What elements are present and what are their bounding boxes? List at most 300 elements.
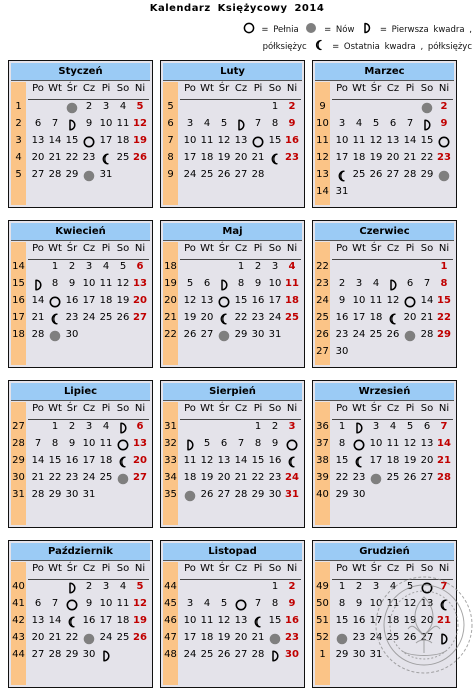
moon-phase-day [249, 614, 267, 628]
week-number: 25 [316, 312, 329, 323]
weekday-header: Pi [253, 563, 263, 574]
date: 21 [403, 152, 417, 163]
date: 18 [183, 472, 197, 483]
date: 5 [220, 598, 228, 609]
date: 31 [268, 329, 282, 340]
weekday-header: Pi [405, 403, 415, 414]
date: 13 [234, 615, 248, 626]
new-moon-icon [266, 632, 284, 646]
sunday-date: 23 [285, 632, 299, 643]
date: 25 [386, 632, 400, 643]
date: 24 [268, 312, 282, 323]
date: 3 [271, 261, 279, 272]
new-moon-icon [63, 101, 81, 115]
date: 17 [369, 615, 383, 626]
date: 4 [119, 101, 127, 112]
moon-phase-day [63, 597, 81, 611]
date: 15 [268, 615, 282, 626]
date: 4 [203, 118, 211, 129]
date: 8 [51, 278, 59, 289]
weekday-header: Śr [218, 563, 230, 574]
date: 1 [51, 421, 59, 432]
weekday-header: Wt [352, 403, 366, 414]
week-number: 19 [164, 278, 177, 289]
header-divider [180, 259, 301, 260]
date: 11 [116, 118, 130, 129]
weekday-header: Cz [386, 403, 400, 414]
date: 10 [335, 135, 349, 146]
weekday-header: Po [32, 403, 44, 414]
date: 12 [217, 615, 231, 626]
moon-phase-day [97, 151, 115, 165]
date: 27 [420, 632, 434, 643]
sunday-date: 14 [437, 438, 451, 449]
sunday-date: 3 [288, 421, 296, 432]
full-moon-icon [46, 295, 64, 309]
date: 13 [200, 295, 214, 306]
date: 6 [203, 278, 211, 289]
week-number: 17 [12, 312, 25, 323]
weekday-header: Ni [134, 243, 146, 254]
date: 27 [420, 472, 434, 483]
date: 26 [369, 169, 383, 180]
date: 11 [183, 455, 197, 466]
week-number: 5 [15, 169, 22, 180]
week-number: 7 [167, 135, 174, 146]
full-moon-icon [435, 135, 453, 149]
weekday-header: Śr [370, 563, 382, 574]
weekday-header: So [268, 563, 282, 574]
week-number: 2 [15, 118, 22, 129]
weekday-header: Wt [200, 243, 214, 254]
date: 14 [234, 455, 248, 466]
week-number: 32 [164, 438, 177, 449]
moon-phase-day [114, 437, 132, 451]
weekday-header: Ni [286, 243, 298, 254]
date: 8 [338, 598, 346, 609]
moon-phase-day [418, 100, 436, 114]
moon-phase-day [114, 420, 132, 434]
date: 5 [372, 118, 380, 129]
date: 11 [369, 295, 383, 306]
date: 12 [369, 135, 383, 146]
date: 10 [82, 278, 96, 289]
date: 29 [335, 649, 349, 660]
publisher-seal-watermark [372, 573, 474, 677]
date: 25 [200, 649, 214, 660]
moon-phase-day [181, 437, 199, 451]
weekday-header: Wt [200, 563, 214, 574]
date: 8 [338, 438, 346, 449]
sunday-date: 30 [285, 649, 299, 660]
month-name: Marzec [315, 63, 454, 81]
date: 20 [200, 312, 214, 323]
date: 19 [116, 295, 130, 306]
week-number: 11 [316, 135, 329, 146]
moon-phase-day [384, 311, 402, 325]
date: 1 [271, 101, 279, 112]
first-quarter-icon [215, 278, 233, 292]
last-quarter-icon [350, 455, 368, 469]
week-number: 51 [316, 615, 329, 626]
date: 19 [217, 632, 231, 643]
date: 25 [99, 312, 113, 323]
date: 26 [200, 489, 214, 500]
date: 27 [217, 489, 231, 500]
date: 19 [217, 152, 231, 163]
full-moon-icon [80, 135, 98, 149]
week-number: 30 [12, 472, 25, 483]
date: 3 [85, 261, 93, 272]
month-name: Lipiec [11, 383, 150, 401]
date: 7 [34, 438, 42, 449]
week-number: 16 [12, 295, 25, 306]
week-number: 47 [164, 632, 177, 643]
sunday-date: 21 [437, 455, 451, 466]
date: 8 [51, 438, 59, 449]
weekday-header: Ni [438, 243, 450, 254]
sunday-date: 26 [133, 152, 147, 163]
last-quarter-icon [114, 455, 132, 469]
month-name: Czerwiec [315, 223, 454, 241]
weekday-header: Ni [438, 403, 450, 414]
month-panel [160, 60, 305, 208]
month-panel [312, 380, 457, 528]
moon-phase-day [350, 454, 368, 468]
weekday-header: Ni [286, 563, 298, 574]
date: 1 [237, 261, 245, 272]
date: 24 [369, 632, 383, 643]
header-divider [180, 579, 301, 580]
date: 26 [217, 649, 231, 660]
date: 13 [217, 455, 231, 466]
moon-phase-day [384, 277, 402, 291]
moon-phase-day [46, 294, 64, 308]
date: 5 [186, 278, 194, 289]
moon-phase-day [283, 454, 301, 468]
date: 15 [335, 615, 349, 626]
date: 18 [200, 632, 214, 643]
first-quarter-icon [181, 438, 199, 452]
weekday-header: Cz [234, 243, 248, 254]
last-quarter-icon [283, 455, 301, 469]
week-number: 22 [164, 329, 177, 340]
sunday-date: 2 [288, 581, 296, 592]
weekday-header: Ni [286, 403, 298, 414]
date: 5 [203, 438, 211, 449]
date: 6 [34, 598, 42, 609]
sunday-date: 13 [133, 438, 147, 449]
date: 12 [200, 455, 214, 466]
sunday-date: 20 [133, 455, 147, 466]
date: 30 [65, 489, 79, 500]
legend-full-label: = Pełnia [261, 25, 299, 35]
sunday-date: 25 [285, 312, 299, 323]
sunday-date: 19 [133, 615, 147, 626]
date: 29 [65, 649, 79, 660]
header-divider [180, 419, 301, 420]
sunday-date: 23 [437, 152, 451, 163]
date: 14 [420, 295, 434, 306]
date: 10 [352, 295, 366, 306]
weekday-header: Cz [82, 563, 96, 574]
date: 20 [386, 152, 400, 163]
sunday-date: 22 [437, 312, 451, 323]
weekday-header: So [268, 403, 282, 414]
moon-phase-day [215, 311, 233, 325]
week-number: 4 [15, 152, 22, 163]
week-number: 27 [12, 421, 25, 432]
week-number: 37 [316, 438, 329, 449]
date: 1 [338, 581, 346, 592]
month-panel [312, 60, 457, 208]
full-moon-icon [401, 295, 419, 309]
week-number: 10 [316, 118, 329, 129]
moon-phase-day [350, 420, 368, 434]
weekday-header: Pi [101, 243, 111, 254]
weekday-header: Ni [438, 83, 450, 94]
date: 15 [268, 135, 282, 146]
week-number: 40 [316, 489, 329, 500]
date: 28 [420, 329, 434, 340]
date: 25 [386, 472, 400, 483]
month-name: Wrzesień [315, 383, 454, 401]
week-number: 1 [15, 101, 22, 112]
moon-phase-day [401, 328, 419, 342]
weekday-header: Po [184, 243, 196, 254]
week-number: 15 [12, 278, 25, 289]
date: 14 [31, 295, 45, 306]
weekday-header: Po [184, 563, 196, 574]
sunday-date: 28 [437, 472, 451, 483]
date: 26 [116, 312, 130, 323]
moon-phase-day [63, 614, 81, 628]
header-divider [28, 579, 149, 580]
date: 25 [369, 329, 383, 340]
date: 12 [116, 278, 130, 289]
moon-phase-day [114, 471, 132, 485]
month-panel [8, 540, 153, 688]
date: 16 [82, 615, 96, 626]
first-quarter-icon [114, 421, 132, 435]
moon-phase-day [232, 597, 250, 611]
sunday-date: 13 [133, 278, 147, 289]
moon-phase-day [333, 631, 351, 645]
date: 23 [352, 472, 366, 483]
date: 18 [386, 455, 400, 466]
first-quarter-icon [418, 118, 436, 132]
new-moon-icon [367, 472, 385, 486]
date: 27 [200, 329, 214, 340]
week-number: 1 [319, 649, 326, 660]
date: 11 [200, 135, 214, 146]
date: 26 [403, 632, 417, 643]
date: 3 [102, 101, 110, 112]
date: 10 [99, 598, 113, 609]
date: 21 [48, 632, 62, 643]
last-quarter-icon [215, 312, 233, 326]
date: 23 [65, 472, 79, 483]
month-name: Luty [163, 63, 302, 81]
date: 1 [271, 581, 279, 592]
date: 11 [386, 438, 400, 449]
weekday-header: Śr [370, 403, 382, 414]
weekday-header: Śr [66, 403, 78, 414]
date: 10 [369, 438, 383, 449]
weekday-header: Po [336, 563, 348, 574]
moon-phase-day [266, 648, 284, 662]
weekday-header: So [420, 563, 434, 574]
date: 4 [389, 581, 397, 592]
date: 20 [31, 152, 45, 163]
last-quarter-icon [333, 169, 351, 183]
date: 16 [352, 615, 366, 626]
week-number: 31 [164, 421, 177, 432]
moon-phase-day [266, 631, 284, 645]
week-number: 18 [164, 261, 177, 272]
date: 9 [85, 598, 93, 609]
sunday-date: 9 [288, 118, 296, 129]
week-number: 14 [12, 261, 25, 272]
moon-phase-day [249, 134, 267, 148]
sunday-date: 12 [133, 598, 147, 609]
date: 22 [48, 472, 62, 483]
date: 2 [355, 581, 363, 592]
full-moon-icon [114, 438, 132, 452]
date: 16 [65, 295, 79, 306]
first-quarter-icon [63, 118, 81, 132]
week-number: 45 [164, 598, 177, 609]
date: 19 [369, 152, 383, 163]
date: 29 [48, 489, 62, 500]
weekday-header: Pi [405, 83, 415, 94]
date: 3 [338, 118, 346, 129]
date: 8 [254, 438, 262, 449]
weekday-header: Pi [253, 83, 263, 94]
date: 27 [234, 649, 248, 660]
month-name: Sierpień [163, 383, 302, 401]
legend-first-quarter-label: = Pierwsza kwadra , [379, 25, 472, 35]
weekday-header: Cz [386, 243, 400, 254]
date: 5 [119, 261, 127, 272]
date: 21 [31, 312, 45, 323]
sunday-date: 27 [133, 312, 147, 323]
month-name: Styczeń [11, 63, 150, 81]
week-number: 6 [167, 118, 174, 129]
date: 3 [186, 118, 194, 129]
date: 4 [119, 581, 127, 592]
date: 13 [31, 135, 45, 146]
date: 25 [99, 472, 113, 483]
date: 16 [335, 312, 349, 323]
month-panel [8, 380, 153, 528]
date: 23 [65, 312, 79, 323]
weekday-header: So [116, 243, 130, 254]
weekday-header: Śr [218, 243, 230, 254]
date: 21 [234, 472, 248, 483]
weekday-header: So [116, 403, 130, 414]
weekday-header: So [268, 83, 282, 94]
week-number: 26 [316, 329, 329, 340]
date: 10 [183, 615, 197, 626]
date: 25 [200, 169, 214, 180]
date: 12 [217, 135, 231, 146]
date: 17 [99, 615, 113, 626]
weekday-header: So [420, 243, 434, 254]
weekday-header: Cz [234, 83, 248, 94]
date: 15 [335, 455, 349, 466]
week-number: 14 [316, 186, 329, 197]
weekday-header: So [116, 563, 130, 574]
weekday-header: Po [336, 243, 348, 254]
date: 11 [99, 278, 113, 289]
weekday-header: Wt [48, 403, 62, 414]
weekday-header: Wt [352, 243, 366, 254]
weekday-header: Śr [370, 243, 382, 254]
weekday-header: Śr [66, 243, 78, 254]
weekday-header: Cz [82, 83, 96, 94]
date: 14 [403, 135, 417, 146]
sunday-date: 20 [133, 295, 147, 306]
weekday-header: Po [32, 563, 44, 574]
date: 8 [237, 278, 245, 289]
date: 31 [369, 649, 383, 660]
sunday-date: 6 [136, 421, 144, 432]
date: 2 [85, 581, 93, 592]
date: 9 [355, 598, 363, 609]
date: 2 [85, 101, 93, 112]
date: 7 [51, 598, 59, 609]
moon-phase-day [401, 294, 419, 308]
date: 20 [420, 615, 434, 626]
date: 30 [251, 329, 265, 340]
week-number: 35 [164, 489, 177, 500]
date: 3 [102, 581, 110, 592]
weekday-header: Ni [438, 563, 450, 574]
date: 7 [254, 118, 262, 129]
date: 3 [85, 421, 93, 432]
weekday-header: Śr [218, 83, 230, 94]
week-number: 41 [12, 598, 25, 609]
date: 9 [85, 118, 93, 129]
date: 22 [234, 312, 248, 323]
weekday-header: So [268, 243, 282, 254]
first-quarter-icon [232, 118, 250, 132]
sunday-date: 23 [285, 152, 299, 163]
date: 11 [386, 598, 400, 609]
date: 30 [352, 649, 366, 660]
sunday-date: 11 [285, 278, 299, 289]
weekday-header: Wt [352, 83, 366, 94]
date: 22 [420, 152, 434, 163]
new-moon-icon [333, 632, 351, 646]
date: 14 [31, 455, 45, 466]
first-quarter-icon [29, 278, 47, 292]
sunday-date: 24 [285, 472, 299, 483]
week-number: 34 [164, 472, 177, 483]
date: 20 [234, 152, 248, 163]
date: 17 [99, 135, 113, 146]
date: 23 [268, 472, 282, 483]
week-number: 9 [319, 101, 326, 112]
week-number: 3 [15, 135, 22, 146]
week-number: 24 [316, 295, 329, 306]
month-panel [160, 380, 305, 528]
moon-phase-day [333, 168, 351, 182]
date: 22 [65, 632, 79, 643]
date: 24 [82, 312, 96, 323]
date: 18 [386, 615, 400, 626]
